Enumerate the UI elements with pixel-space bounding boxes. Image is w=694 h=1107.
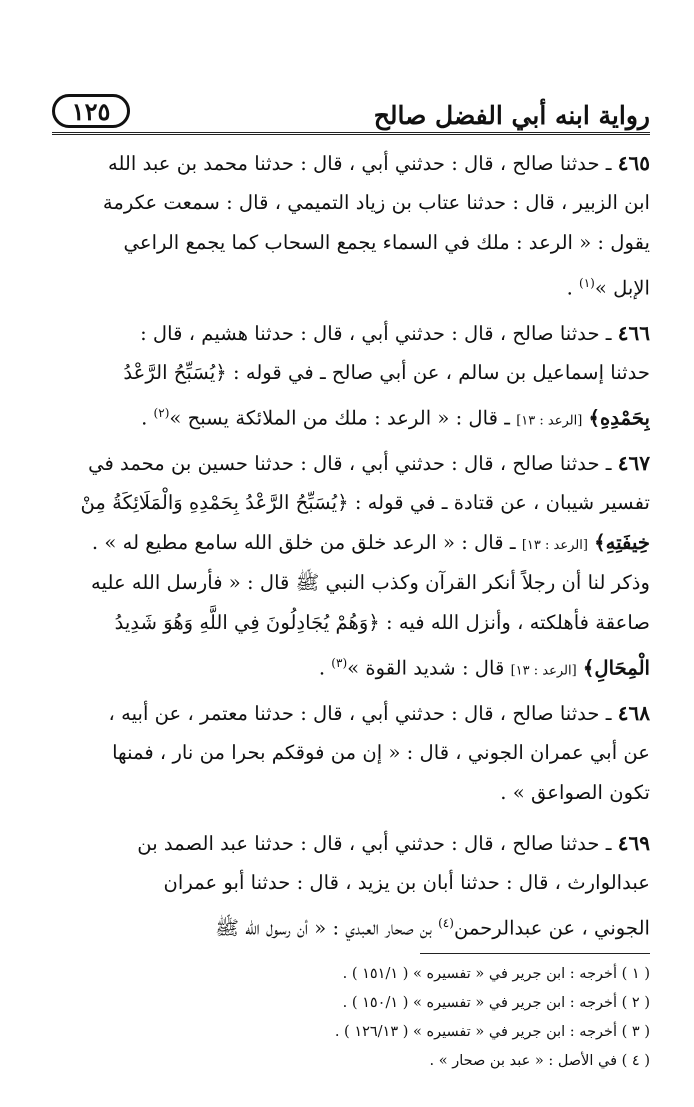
text-line: خِيفَتِهِ﴾ [الرعد : ١٣] ـ قال : « الرعد خلق من خلق الله سامع مطيع له » .: [91, 531, 650, 554]
text-line: ٤٦٧ ـ حدثنا صالح ، قال : حدثني أبي ، قال : حدثنا حسين بن محمد في: [88, 451, 650, 475]
entry-number: ٤٦٧: [617, 451, 650, 475]
verse-reference: [الرعد : ١٣]: [510, 663, 577, 679]
verse-reference: [الرعد : ١٣]: [521, 538, 588, 553]
running-title: رواية ابنه أبي الفضل صالح: [373, 101, 650, 130]
footnote-ref: (٢): [153, 406, 170, 420]
text-line: ٤٦٨ ـ حدثنا صالح ، قال : حدثني أبي ، قال : حدثنا معتمر ، عن أبيه ،: [108, 701, 650, 725]
footnote-1: ( ١ ) أخرجه : ابن جرير في « تفسيره » ( ١٥١/١ ) .: [342, 966, 650, 982]
entry-number: ٤٦٨: [617, 701, 650, 725]
page-header: [52, 88, 650, 135]
text-line: الإبل »$^{(١)}$ .: [566, 276, 650, 300]
text-line: تكون الصواعق » .: [500, 781, 650, 804]
text-line: الجوني ، عن عبدالرحمن$^{(٤)}$ بن صحار العبدي : « أن رسول الله ﷺ: [215, 916, 650, 940]
quran-verse: خِيفَتِهِ﴾: [594, 531, 650, 554]
verse-reference: [الرعد : ١٣]: [516, 413, 583, 429]
text-line: ٤٦٥ ـ حدثنا صالح ، قال : حدثني أبي ، قال : حدثنا محمد بن عبد الله: [107, 151, 650, 175]
text-line: وذكر لنا أن رجلاً أنكر القرآن وكذب النبي ﷺ قال : « فأرسل الله عليه: [91, 571, 650, 594]
footnote-ref: (٤): [438, 916, 454, 930]
text-line: بِحَمْدِهِ﴾ [الرعد : ١٣] ـ قال : « الرعد : ملك من الملائكة يسبح »$^{(٢)}$ .: [141, 406, 650, 430]
text-line: تفسير شيبان ، عن قتادة ـ في قوله : ﴿يُسَبِّحُ الرَّعْدُ بِحَمْدِهِ وَالْمَلَائِكَةُ مِنْ: [80, 491, 650, 514]
entry-number: ٤٦٥: [617, 151, 650, 175]
text-line: الْمِحَالِ﴾ [الرعد : ١٣] قال : شديد القوة »$^{(٣)}$ .: [318, 656, 650, 680]
footnote-separator: [420, 953, 650, 954]
text-line: ٤٦٦ ـ حدثنا صالح ، قال : حدثني أبي ، قال : حدثنا هشيم ، قال :: [140, 321, 650, 345]
text-line: ٤٦٩ ـ حدثنا صالح ، قال : حدثني أبي ، قال : حدثنا عبد الصمد بن: [137, 831, 650, 855]
hadith-entry-469: [52, 823, 650, 943]
footnote-3: ( ٣ ) أخرجه : ابن جرير في « تفسيره » ( ١٢٦/١٣ ) .: [334, 1024, 650, 1040]
text-line: ابن الزبير ، قال : حدثنا عتاب بن زياد التميمي ، قال : سمعت عكرمة: [102, 191, 650, 214]
footnote-ref: (٣): [331, 656, 348, 670]
entry-number: ٤٦٦: [617, 321, 650, 345]
text-line: صاعقة فأهلكته ، وأنزل الله فيه : ﴿وَهُمْ يُجَادِلُونَ فِي اللَّهِ وَهُوَ شَدِيدُ: [114, 611, 650, 634]
text-line: يقول : « الرعد : ملك في السماء يجمع السحاب كما يجمع الراعي: [123, 231, 650, 254]
hadith-entry-467: [52, 443, 650, 683]
entry-number: ٤٦٩: [617, 831, 650, 855]
text-line: حدثنا إسماعيل بن سالم ، عن أبي صالح ـ في قوله : ﴿يُسَبِّحُ الرَّعْدُ: [123, 361, 650, 384]
footnote-ref: (١): [579, 276, 595, 290]
footnote-2: ( ٢ ) أخرجه : ابن جرير في « تفسيره » ( ١٥٠/١ ) .: [342, 995, 650, 1011]
text-line: عن أبي عمران الجوني ، قال : « إن من فوقكم بحرا من نار ، فمنها: [112, 741, 650, 764]
page-number: ١٢٥: [52, 94, 130, 128]
hadith-entry-465: [52, 143, 650, 303]
hadith-entry-466: [52, 313, 650, 433]
footnotes: [52, 960, 650, 1076]
hadith-entry-468: [52, 693, 650, 813]
text-line: عبدالوارث ، قال : حدثنا أبان بن يزيد ، قال : حدثنا أبو عمران: [163, 871, 650, 894]
footnote-4: ( ٤ ) في الأصل : « عبد بن صحار » .: [429, 1053, 650, 1069]
quran-verse: الْمِحَالِ﴾: [582, 656, 650, 680]
quran-verse: بِحَمْدِهِ﴾: [588, 406, 650, 430]
